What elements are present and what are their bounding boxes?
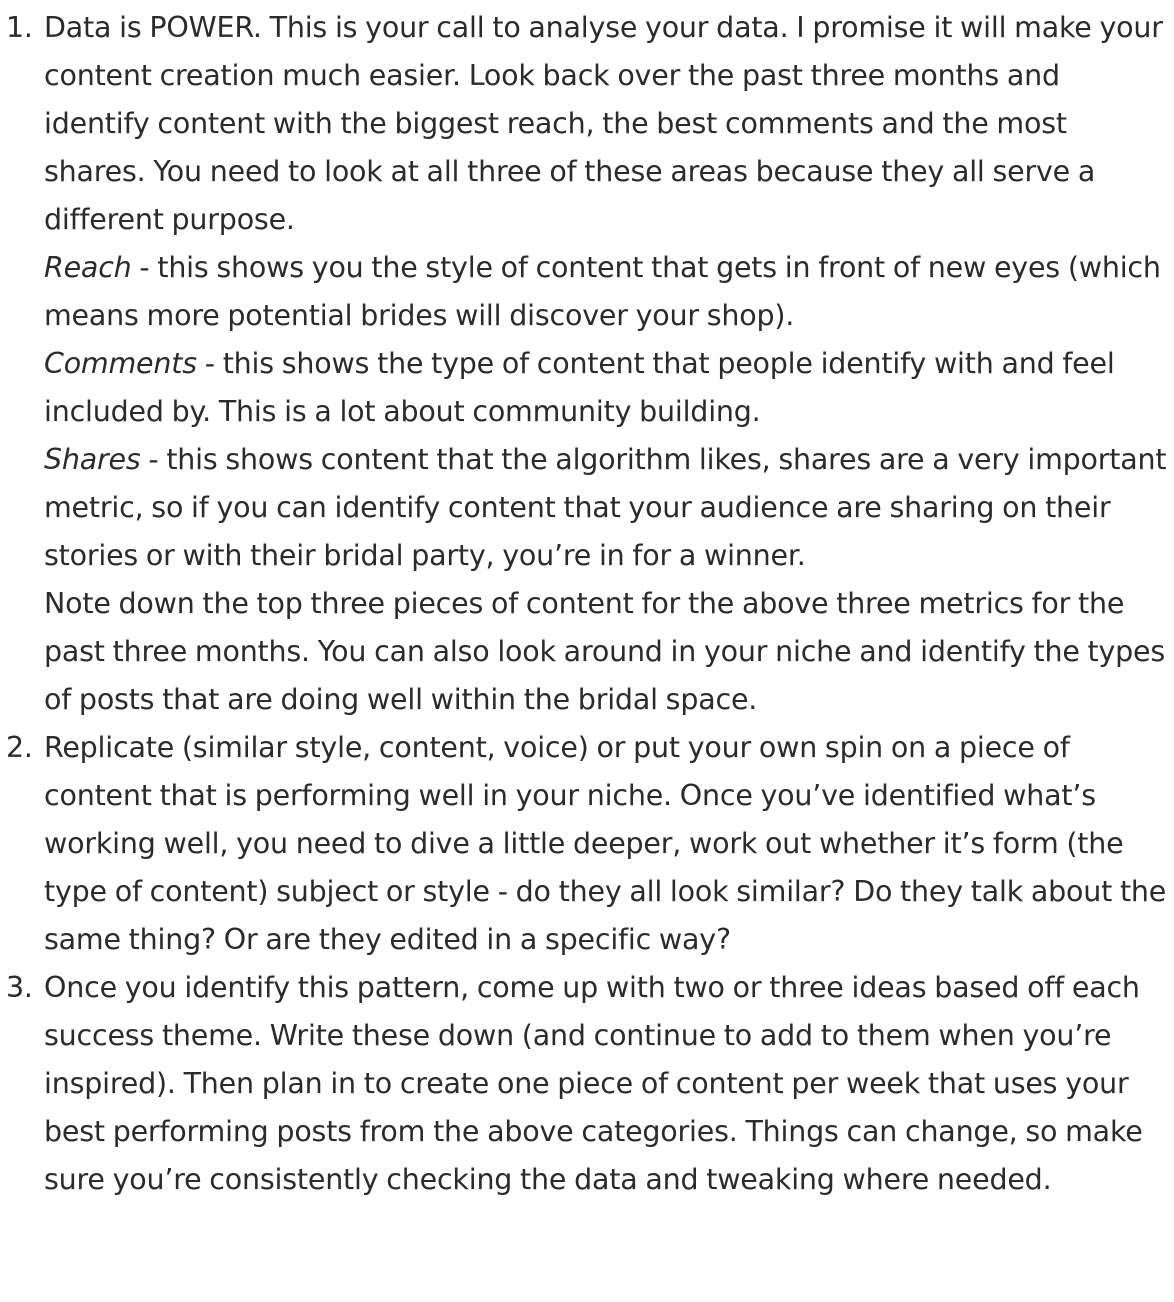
metric-reach xyxy=(44,244,1168,340)
list-number: 2. xyxy=(6,731,33,764)
metric-description: - this shows you the style of content that gets in front of new eyes (which means more potential brides will discover your shop). xyxy=(44,251,1161,332)
list-number: 1. xyxy=(6,11,33,44)
metric-description: - this shows content that the algorithm likes, shares are a very important metric, so if you can identify content that your audience are sharing on their stories or with their bridal party, you’re in for a winner. xyxy=(44,443,1167,572)
step-3-text: Once you identify this pattern, come up with two or three ideas based off each success theme. Write these down (and continue to add to them when you’re inspired). Then plan in to create one piece of content per week that uses your best performing posts from the above categories. Things can change, so make sure you’re consistently checking the data and tweaking where needed. xyxy=(44,971,1143,1196)
article-body xyxy=(0,4,1168,1204)
metric-term: Comments xyxy=(44,347,197,380)
list-item xyxy=(0,964,1168,1204)
metric-comments xyxy=(44,340,1168,436)
list-item xyxy=(0,724,1168,964)
metric-term: Reach xyxy=(44,251,132,284)
step-1-outro: Note down the top three pieces of content for the above three metrics for the past three months. You can also look around in your niche and identify the types of posts that are doing well within the bridal space. xyxy=(44,587,1166,716)
metric-shares xyxy=(44,436,1168,580)
step-1-intro: Data is POWER. This is your call to analyse your data. I promise it will make your content creation much easier. Look back over the past three months and identify content with the biggest reach, the best comments and the most shares. You need to look at all three of these areas because they all serve a different purpose. xyxy=(44,11,1163,236)
step-2-text: Replicate (similar style, content, voice) or put your own spin on a piece of content that is performing well in your niche. Once you’ve identified what’s working well, you need to dive a little deeper, work out whether it’s form (the type of content) subject or style - do they all look similar? Do they talk about the same thing? Or are they edited in a specific way? xyxy=(44,731,1167,956)
metric-term: Shares xyxy=(44,443,141,476)
list-number: 3. xyxy=(6,971,33,1004)
numbered-list xyxy=(0,4,1168,1204)
metric-description: - this shows the type of content that people identify with and feel included by. This is a lot about community building. xyxy=(44,347,1115,428)
list-item xyxy=(0,4,1168,724)
